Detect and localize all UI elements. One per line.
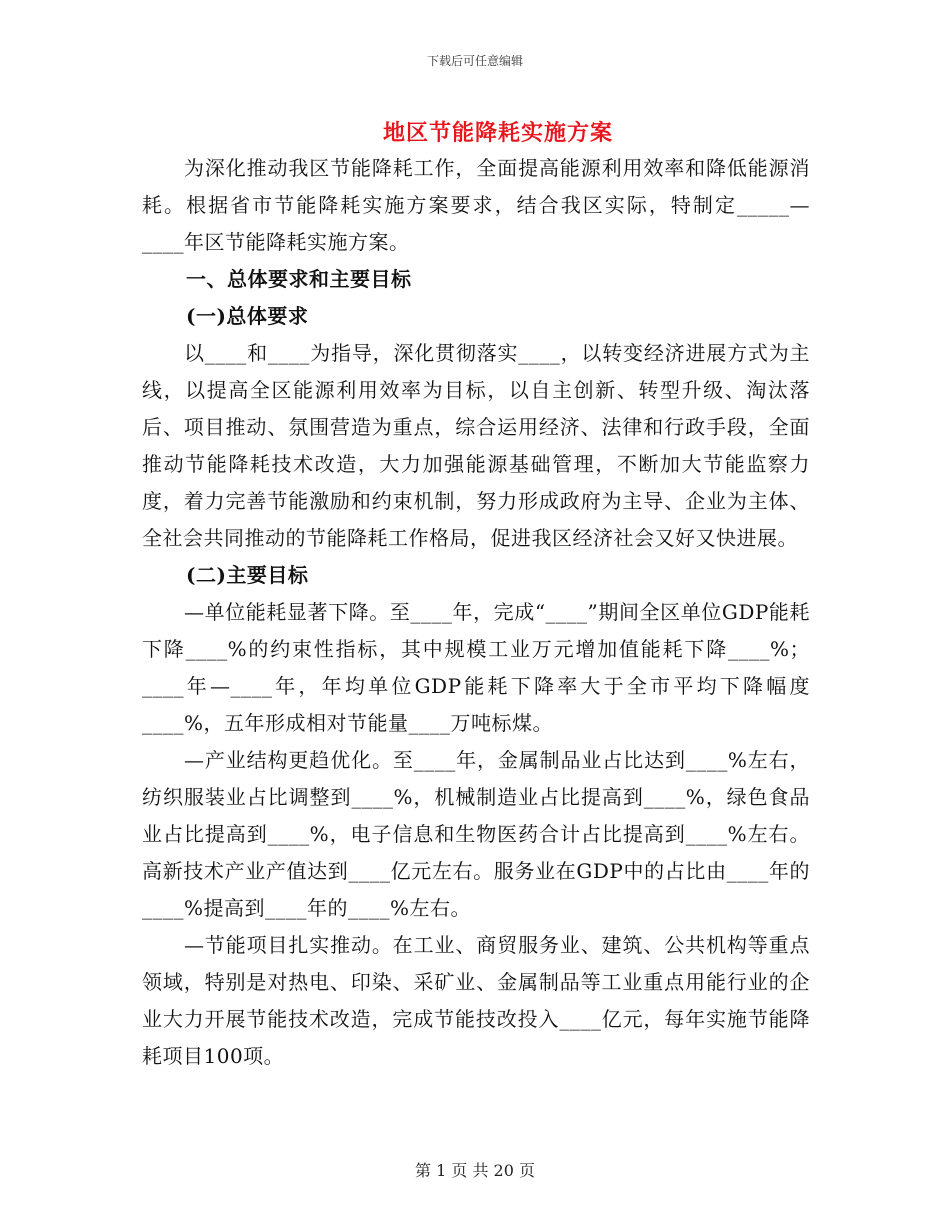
goal-paragraph: —产业结构更趋优化。至____年，金属制品业占比达到____%左右，纺织服装业占比调整到____%，机械制造业占比提高到____%，绿色食品业占比提高到____%，电子信息和生物医药合计占比提高到____%左右。高新技术产业产值达到____亿元左右。服务业在GDP中的占比由____年的____%提高到____年的____%左右。 [142,748,810,920]
goal-paragraph: —单位能耗显著下降。至____年，完成“____”期间全区单位GDP能耗下降____%的约束性指标，其中规模工业万元增加值能耗下降____%；____年—____年，年均单位GDP能耗下降率大于全市平均下降幅度____%，五年形成相对节能量____万吨标煤。 [142,600,810,735]
document-body [142,150,810,1075]
subsection-heading: (二)主要目标 [186,563,309,587]
intro-paragraph: 为深化推动我区节能降耗工作，全面提高能源利用效率和降低能源消耗。根据省市节能降耗实施方案要求，结合我区实际，特制定_____—____年区节能降耗实施方案。 [142,156,810,254]
page-header-note: 下载后可任意编辑 [426,54,523,68]
general-requirements-paragraph: 以____和____为指导，深化贯彻落实____，以转变经济进展方式为主线，以提高全区能源利用效率为目标，以自主创新、转型升级、淘汰落后、项目推动、氛围营造为重点，综合运用经济、法律和行政手段，全面推动节能降耗技术改造，大力加强能源基础管理，不断加大节能监察力度，着力完善节能激励和约束机制，努力形成政府为主导、企业为主体、全社会共同推动的节能降耗工作格局，促进我区经济社会又好又快进展。 [142,341,810,550]
section-heading: 一、总体要求和主要目标 [186,267,412,291]
subsection-heading: (一)总体要求 [186,304,309,328]
goal-paragraph: —节能项目扎实推动。在工业、商贸服务业、建筑、公共机构等重点领域，特别是对热电、印染、采矿业、金属制品等工业重点用能行业的企业大力开展节能技术改造，完成节能技改投入____亿元，每年实施节能降耗项目100项。 [142,933,810,1068]
document-title: 地区节能降耗实施方案 [382,120,613,146]
page-footer-number: 第 1 页 共 20 页 [415,1161,535,1180]
